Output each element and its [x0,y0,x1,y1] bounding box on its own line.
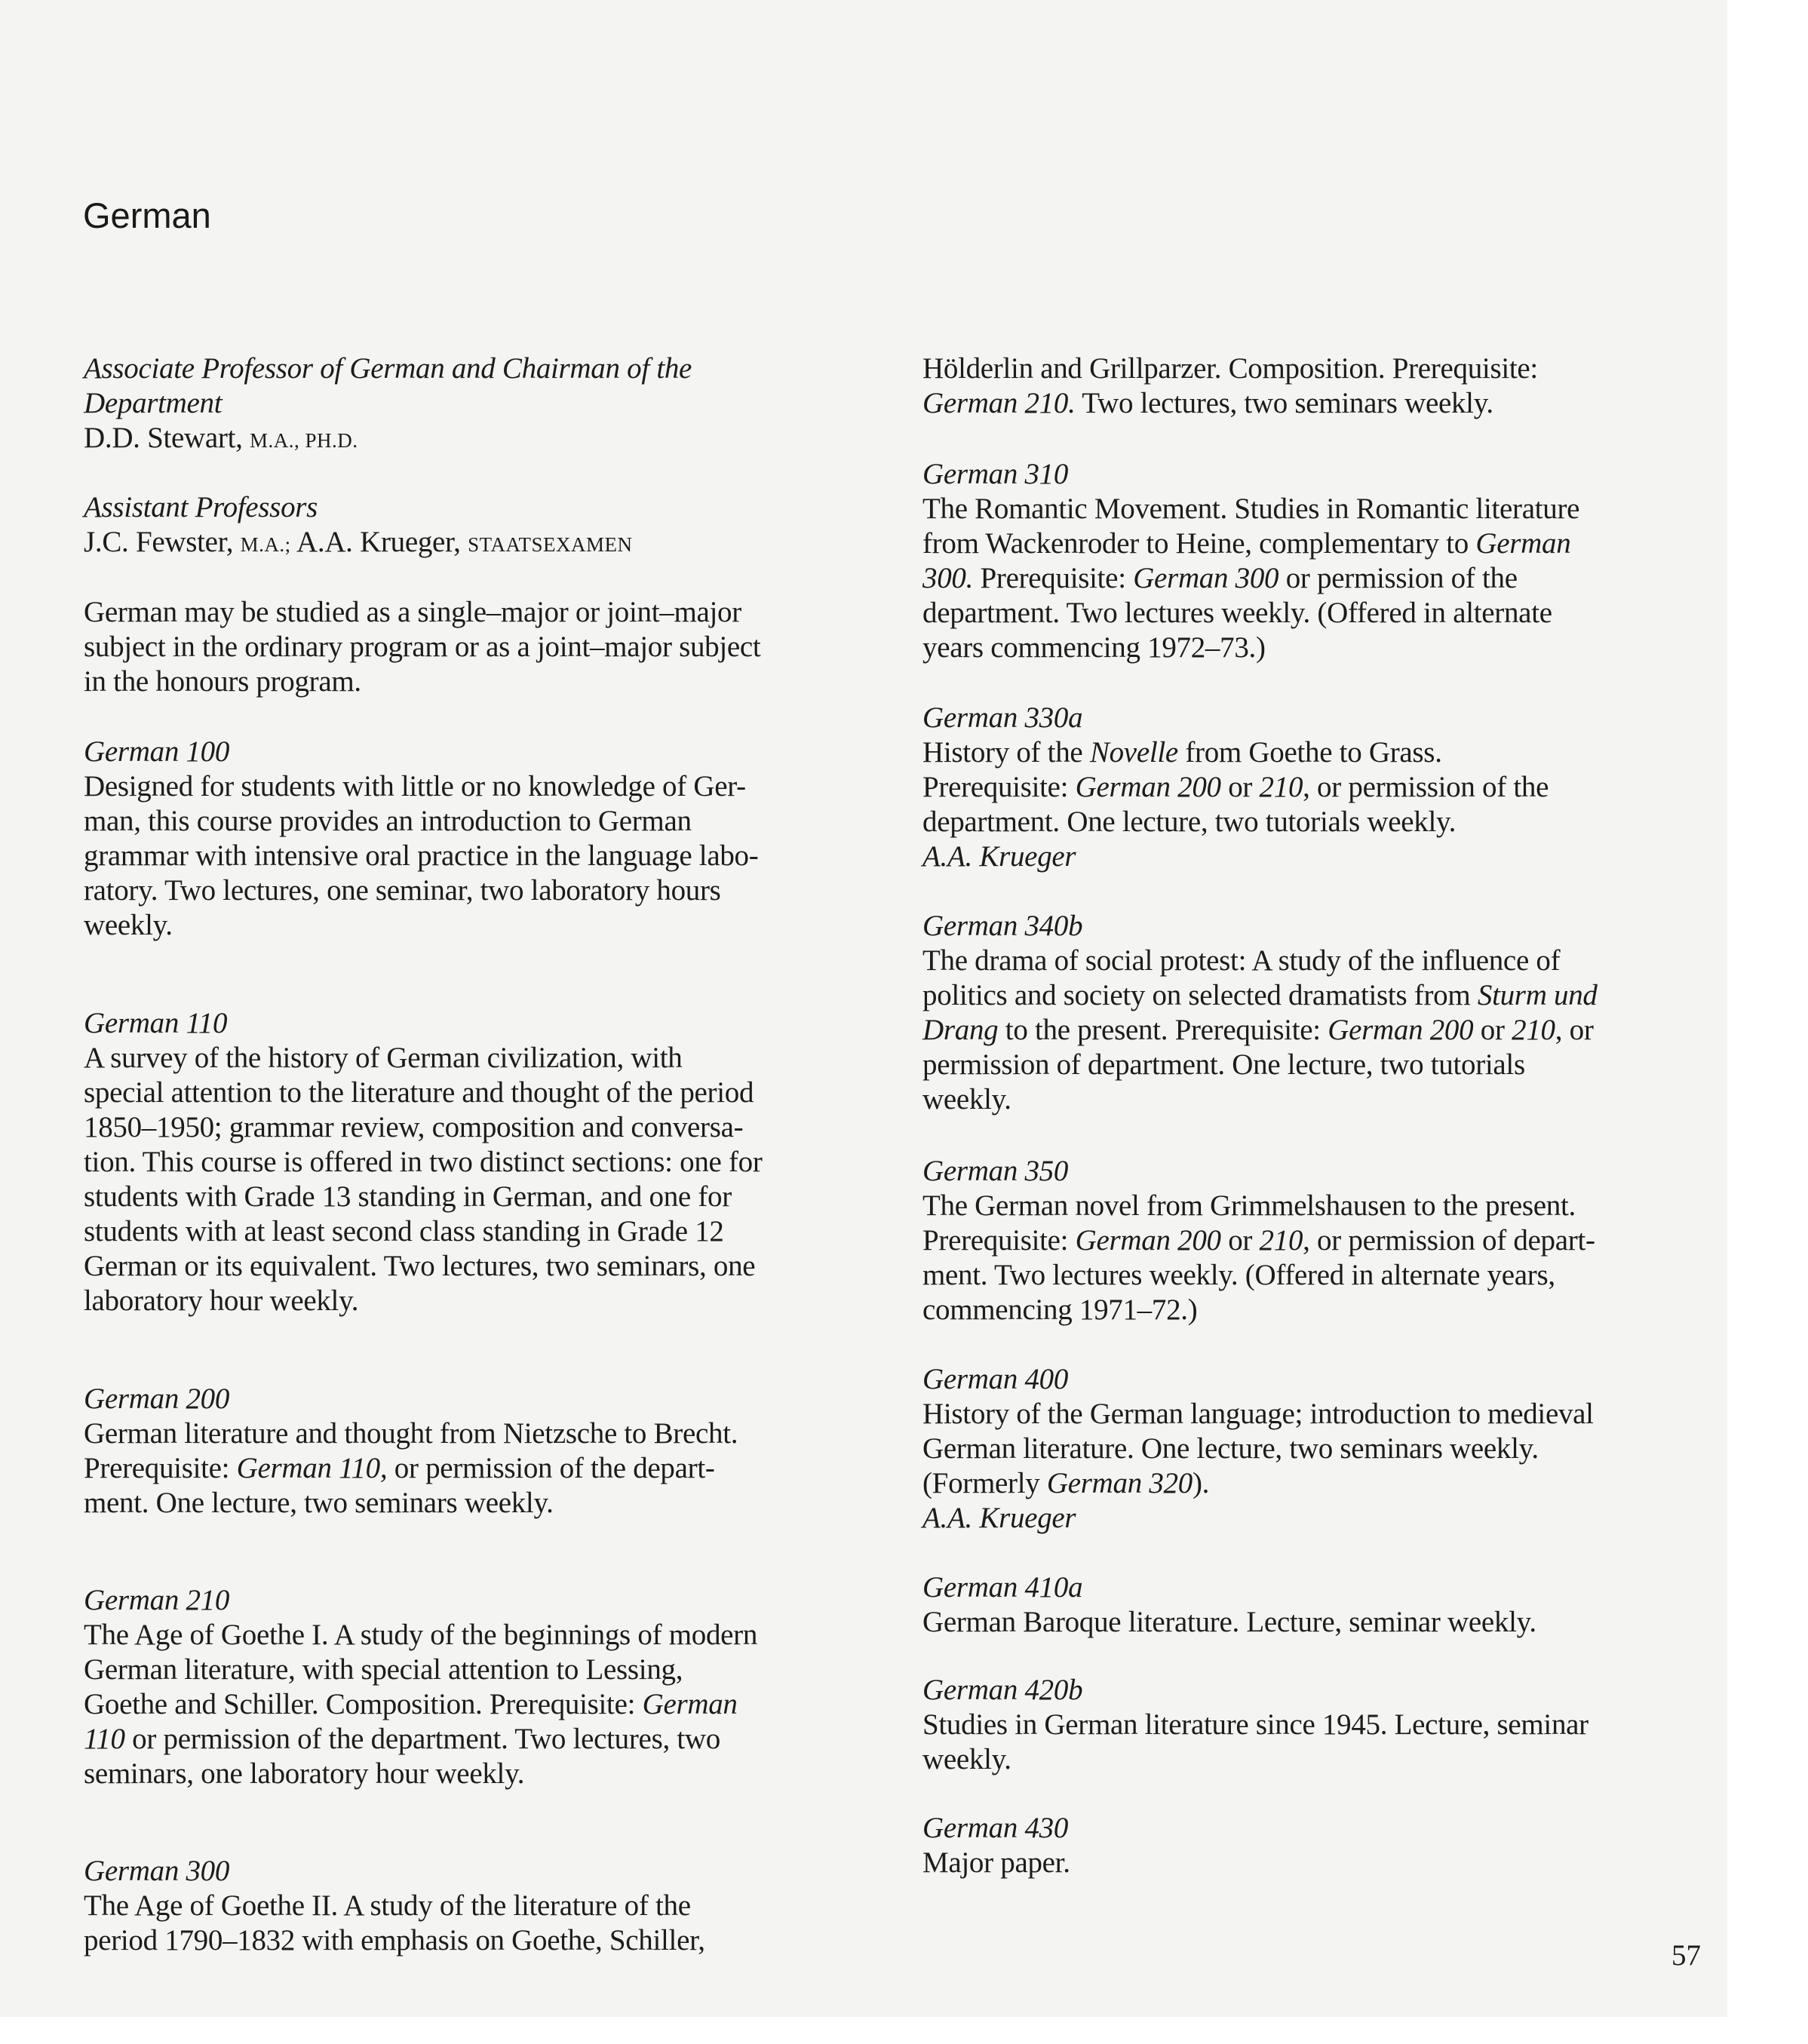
text-run: from Wackenroder to Heine, complementary to [922,527,1476,560]
text-run: or [1220,771,1260,803]
intro-line: in the honours program. [84,665,361,698]
course-line: weekly. [84,909,173,941]
text-run: , or [1555,1014,1594,1046]
intro-paragraph [84,595,879,699]
course-reference: German 110, [236,1452,388,1484]
text-run: or permission of the department. Two lectures, two [124,1723,720,1755]
course-code: German 420b [922,1674,1083,1706]
course-line: special attention to the literature and thought of the period [84,1076,754,1109]
course-line: Designed for students with little or no knowledge of Ger- [84,770,746,803]
chair-title-line: Associate Professor of German and Chairman of the [84,352,692,385]
text-run: , or permission of the [1303,771,1549,803]
course-line: seminars, one laboratory hour weekly. [84,1757,525,1790]
assistants-section [84,490,879,562]
course-code: German 430 [922,1812,1069,1844]
chair-name-line [84,421,879,458]
course-reference: Drang [922,1014,999,1046]
course-reference: 300. [922,562,974,594]
course-code: German 350 [922,1155,1069,1187]
course-line: Major paper. [922,1846,1070,1879]
text-run: or [1220,1224,1260,1257]
course-line: German literature, with special attention to Lessing, [84,1653,683,1686]
course-line: period 1790–1832 with emphasis on Goethe, Schiller, [84,1924,705,1957]
text-run: or [1473,1014,1512,1046]
intro-line: German may be studied as a single–major or joint–major [84,596,741,628]
course-line: 1850–1950; grammar review, composition and conversa- [84,1111,744,1143]
course-reference: German [642,1688,738,1720]
course-german-400 [922,1362,1711,1536]
course-german-410a [922,1570,1711,1640]
course-reference: German 210. [922,387,1076,419]
course-reference: German 200 [1075,771,1221,803]
text-run: Prerequisite: [84,1452,237,1484]
assistant-name: J.C. Fewster, [84,526,234,558]
assistants-names-line [84,525,879,562]
text-run: politics and society on selected dramatists from [922,979,1478,1011]
course-code: German 400 [922,1363,1069,1395]
course-line: Hölderlin and Grillparzer. Composition. Prerequisite: [922,352,1538,385]
course-german-200 [84,1382,879,1521]
course-line: tion. This course is offered in two distinct sections: one for [84,1146,763,1178]
course-german-110 [84,1006,879,1318]
course-reference: German [1475,527,1571,560]
course-line: The drama of social protest: A study of the influence of [922,944,1561,977]
course-instructor: A.A. Krueger [922,1502,1076,1534]
course-line: man, this course provides an introduction to German [84,805,692,837]
text-run: or permission of the depart- [387,1452,715,1484]
course-line: weekly. [922,1083,1011,1116]
page-number: 57 [1671,1939,1701,1972]
course-german-420b [922,1673,1711,1777]
chair-name: D.D. Stewart, [84,422,243,454]
course-instructor: A.A. Krueger [922,840,1076,873]
course-code: German 330a [922,701,1083,734]
text-run: Prerequisite: [922,1224,1076,1257]
intro-line: subject in the ordinary program or as a joint–major subject [84,631,761,663]
assistant-degrees: STAATSEXAMEN [468,533,633,556]
course-line: The Age of Goethe II. A study of the literature of the [84,1889,691,1922]
course-line: years commencing 1972–73.) [922,631,1266,664]
course-line: department. Two lectures weekly. (Offered in alternate [922,597,1552,629]
course-line: students with at least second class standing in Grade 12 [84,1215,724,1248]
course-code: German 110 [84,1007,228,1039]
text-run: to the present. Prerequisite: [998,1014,1328,1046]
assistants-title: Assistant Professors [84,491,318,523]
course-german-100 [84,735,879,943]
course-reference: Sturm und [1477,979,1598,1011]
text-run: Prerequisite: [973,562,1134,594]
course-german-300 [84,1854,879,1958]
chair-section [84,351,879,458]
chair-title-line: Department [84,387,223,419]
course-line [922,978,1711,1013]
course-reference: 210 [1259,771,1303,803]
course-line: weekly. [922,1743,1011,1775]
course-line: A survey of the history of German civilization, with [84,1042,683,1074]
course-code: German 210 [84,1584,230,1616]
text-run: or permission of the [1278,562,1518,594]
course-line: German literature. One lecture, two seminars weekly. [922,1432,1539,1465]
text-run: Prerequisite: [922,771,1076,803]
course-german-330a [922,701,1711,874]
course-line: German Baroque literature. Lecture, seminar weekly. [922,1606,1536,1638]
course-line: ratory. Two lectures, one seminar, two laboratory hours [84,874,721,907]
course-line: German literature and thought from Nietzsche to Brecht. [84,1417,738,1450]
course-line [84,1687,879,1722]
course-reference: 210 [1259,1224,1303,1257]
course-german-350 [922,1154,1711,1327]
course-line: students with Grade 13 standing in German, and one for [84,1180,732,1213]
text-run: from Goethe to Grass. [1177,736,1442,769]
text-run: , or permission of depart- [1303,1224,1595,1257]
course-reference: Novelle [1089,736,1178,769]
text-run: (Formerly [922,1467,1047,1499]
course-reference: 210 [1512,1014,1555,1046]
course-code: German 100 [84,735,230,768]
course-reference: German 300 [1133,562,1279,594]
course-line [922,561,1711,596]
course-german-310 [922,457,1711,665]
course-line [922,386,1711,421]
course-german-430 [922,1811,1711,1880]
course-code: German 410a [922,1571,1083,1604]
assistant-name: A.A. Krueger, [296,526,461,558]
course-line [84,1451,879,1486]
course-german-300-continued [922,351,1711,421]
course-line: Studies in German literature since 1945. Lecture, seminar [922,1708,1589,1741]
course-line: The Romantic Movement. Studies in Romantic literature [922,493,1580,525]
course-line [84,1722,879,1757]
course-line: commencing 1971–72.) [922,1294,1198,1326]
course-line [922,770,1711,805]
course-line: laboratory hour weekly. [84,1284,359,1317]
text-run: Two lectures, two seminars weekly. [1075,387,1493,419]
course-reference: German 320 [1046,1467,1193,1499]
course-line: ment. One lecture, two seminars weekly. [84,1487,554,1519]
course-line: The German novel from Grimmelshausen to the present. [922,1189,1576,1222]
course-code: German 310 [922,458,1069,490]
course-line: ment. Two lectures weekly. (Offered in alternate years, [922,1259,1555,1291]
course-line: grammar with intensive oral practice in the language labo- [84,839,759,872]
course-code: German 200 [84,1383,230,1415]
course-line: History of the German language; introduction to medieval [922,1398,1594,1430]
page-heading: German [83,195,211,235]
course-line [922,1466,1711,1501]
course-line: The Age of Goethe I. A study of the beginnings of modern [84,1619,758,1651]
course-german-340b [922,909,1711,1117]
course-line: department. One lecture, two tutorials weekly. [922,806,1457,838]
course-reference: German 200 [1328,1014,1474,1046]
text-run: History of the [922,736,1090,769]
text-run: ). [1192,1467,1210,1499]
course-german-210 [84,1583,879,1791]
text-run: Goethe and Schiller. Composition. Prerequisite: [84,1688,643,1720]
course-line: German or its equivalent. Two lectures, two seminars, one [84,1250,756,1282]
course-line [922,1223,1711,1258]
course-line [922,735,1711,770]
course-reference: 110 [84,1723,125,1755]
course-code: German 300 [84,1855,230,1887]
course-line: permission of department. One lecture, two tutorials [922,1048,1525,1081]
course-line [922,526,1711,561]
chair-degrees: M.A., PH.D. [250,429,358,452]
course-line [922,1013,1711,1048]
course-code: German 340b [922,910,1083,942]
assistant-degrees: M.A.; [240,533,291,556]
course-reference: German 200 [1075,1224,1221,1257]
